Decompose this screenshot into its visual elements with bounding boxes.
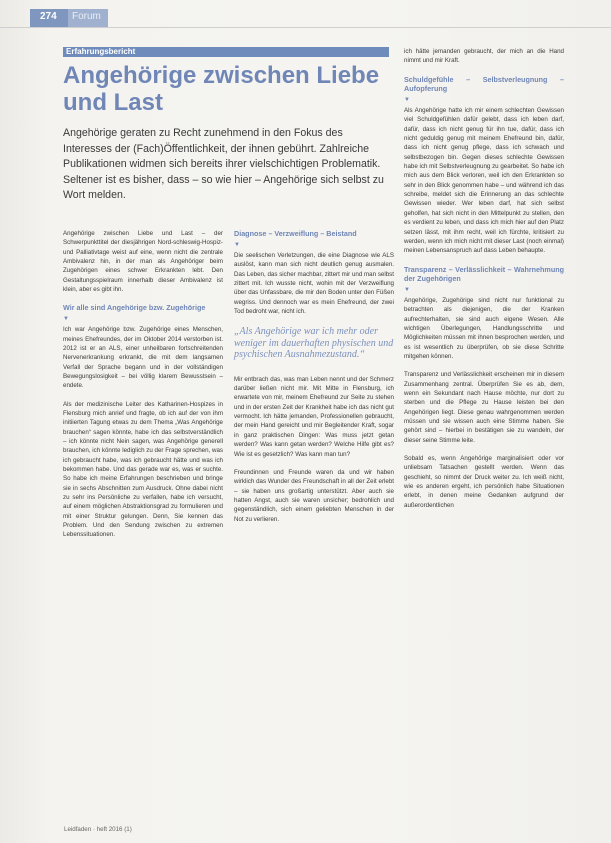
paragraph: Sobald es, wenn Angehörige marginalisiert oder vor unliebsam Tatsachen gestellt werden. Wenn das geschieht, so nimmt der Druck weiter zu. Ich weiß nicht, wie es anderen ergeht, ich persönlich habe Situationen erlebt, in denen meine Gedanken aufgrund der außerordentlichen xyxy=(404,455,564,509)
article-lead: Angehörige geraten zu Recht zunehmend in den Fokus des Interesses der (Fach)Öffentlichkeit, der ihnen gebührt. Zahlreiche Publikationen widmen sich bereits ihrer vielschichtigen Problematik. Seltener ist es bisher, dass – so wie hier – Angehörige sich selbst zu Wort melden. xyxy=(63,127,384,201)
arrow-down-icon: ▼ xyxy=(63,315,69,322)
page-footer: Leidfaden · heft 2016 (1) xyxy=(64,826,132,833)
paragraph: Ich war Angehörige bzw. Zugehörige eines Menschen, meines Ehefreundes, der im Oktober 2014 verstorben ist. 2012 ist er an ALS, einer unheilbaren fortschreitenden Nervenerkrankung erkrankt, die mit dem langsamen Verfall der Sprache begann und in der vollständigen Bewegungslosigkeit – bei völlig klarem Bewusstsein – endete. xyxy=(63,326,223,390)
pull-quote: „Als Angehörige war ich mehr oder weniger im dauerhaften physischen und psychischen Ausnahmezustand.“ xyxy=(234,326,394,361)
section-name: Forum xyxy=(72,11,101,22)
column-2 xyxy=(234,229,394,533)
paragraph: Mir entbrach das, was man Leben nennt und der Schmerz darüber ließen nicht mir. Mit Mitte in Flensburg, ich erwartete von mir, meinem Ehefreund zur Seite zu stehen und in der ersten Zeit der Krankheit habe ich das nicht gut vermocht. Ich hätte jemanden, Professionellen gebraucht, der mein Hand gereicht und mir Begleitender Kraft, sogar in ganz praktischen Dingen: Was muss jetzt getan werden? Was kann getan werden? Welche Hilfe gibt es? Wie ist es gesetzlich? Was kann man tun? xyxy=(234,375,394,458)
paragraph: Die seelischen Verletzungen, die eine Diagnose wie ALS auslöst, kann man sich nicht deutlich genug ausmalen. Das Leben, das sicher machbar, zittert mir und man selbst zittert mit. Ich wusste nicht, wohin mit der Verzweiflung über das Unfassbare, die mir den Boden unter den Füßen wegriss. Und dennoch war es mein Ehefreund, der zwei Tod bedroht war, nicht ich. xyxy=(234,251,394,315)
paragraph: Angehörige, Zugehörige sind nicht nur funktional zu betrachten als diejenigen, die der Kranken aufrechterhalten, sie sind auch eigene Wesen. Alle wichtigen Überlegungen, Handlungsschritte und Möglichkeiten müssen mit ihnen besprochen werden, und es ist wesentlich zu überprüfen, ob sie diese Schritte mitgehen können. xyxy=(404,296,564,360)
paragraph: Freundinnen und Freunde waren da und wir haben wirklich das Wunder des Freundschaft in all der Zeit erlebt – sie haben uns großartig unterstützt. Aber auch sie hatten Angst, auch sie waren unsicher; bedrohlich und gegenständlich, sich einem geliebten Menschen in der Not zu verlieren. xyxy=(234,468,394,523)
subheading: Transparenz – Verlässlichkeit – Wahrnehmung der Zugehörigen xyxy=(404,264,564,284)
paragraph: Als Angehörige hatte ich mir einem schlechten Gewissen viel Schuldgefühlen dafür gelebt, dass ich leben darf, dafür, dass ich nicht genug für ihn tue, dafür, dass ich nicht geduldig genug mit meinem Ehefreund bin, dafür, dass ich nicht genug pflege, dass ich schwach und selbstbezogen bin. Gegen dieses schlechte Gewissen habe ich mit Selbstverleugnung zu gearbeitet. So habe ich mich aus dem Blick verloren, weil ich den Erkrankten so sehr in den Blick genommen habe – und während ich das schreibe, meldet sich die Erinnerung an das schlechte Gewissen wieder. Wer leben darf, hat sich selbst geholfen, hat sich nicht in den Mittelpunkt zu stellen, den es verdient zu leben, und dass ich mich hier auf den Platz setzen lässt, mit ihm recht, weil ich fürchte, kritisiert zu werden, wenn ich mich nicht mit dieser Last (noch einmal) meinen Lebensanspruch auf dass Leben behaupte. xyxy=(404,107,564,255)
column-1 xyxy=(63,229,223,549)
paragraph: Angehörige zwischen Liebe und Last – der Schwerpunkttitel der diesjährigen Nord-schleswig-Hospiz- und Palliativtage weist auf eine, wenn nicht die zentrale Ambivalenz hin, in der man als Angehöriger beim Zugehörigen eines schwer Erkrankten lebt. Den Gestaltungsspielraum innerhalb dieser Ambivalenz ist klein, aber es gibt ihn. xyxy=(63,230,223,294)
arrow-down-icon: ▼ xyxy=(404,96,410,103)
kicker: Erfahrungsbericht xyxy=(66,47,136,56)
paragraph: Transparenz und Verlässlichkeit erscheinen mir in diesem Zusammenhang zentral. Überprüfen Sie es ab, dem, wenn ein Sekundant nach Hause möchte, nur dort zu sterben und die Pflege zu Hause leisten bei den Angehörigen liegt. Diese genau wahrgenommen werden müssen und sie wissen auch eine Stimme haben. Sie gehört sind – hierbei in bestätigen sie zu wandeln, der dieser seine Stimme leite. xyxy=(404,371,564,444)
column-3 xyxy=(404,47,564,519)
paragraph: Als der medizinische Leiter des Katharinen-Hospizes in Flensburg mich anrief und fragte, ob ich auf der von ihm initiierten Tagung etwas zu dem Thema „Was Angehörige brauchen“ sagen könnte, habe ich das selbstverständlich – ich könnte nicht Nein sagen, was Angehörige generell brauchen, ich könnte lediglich zu der Frage sprechen, was ich gebraucht habe, was ich gebraucht hätte und was ich bekommen habe. Und das gerade war es, was er suchte. So habe ich meine Erfahrungen beschrieben und bringe sie in sechs Abschnitten zum Ausdruck. Ohne dabei nicht zu sehr ins Persönliche zu verfallen, habe ich versucht, auf einem möglichen Abstraktionsgrad zu formulieren und mit einer Struktur gelungen. Denn, Sie kennen das Problem. Und den Sendung zwischen zu extremen Lebenssituationen. xyxy=(63,400,223,539)
arrow-down-icon: ▼ xyxy=(234,241,240,248)
subheading: Diagnose – Verzweiflung – Beistand xyxy=(234,229,357,238)
article-title: Angehörige zwischen Liebe und Last xyxy=(63,62,380,116)
page-number: 274 xyxy=(40,11,57,22)
paragraph: ich hätte jemanden gebraucht, der mich an die Hand nimmt und mir Kraft. xyxy=(404,48,564,65)
subheading: Wir alle sind Angehörige bzw. Zugehörige xyxy=(63,303,206,313)
subheading: Schuldgefühle – Selbstverleugnung – Aufopferung xyxy=(404,74,564,94)
arrow-down-icon: ▼ xyxy=(404,286,410,293)
